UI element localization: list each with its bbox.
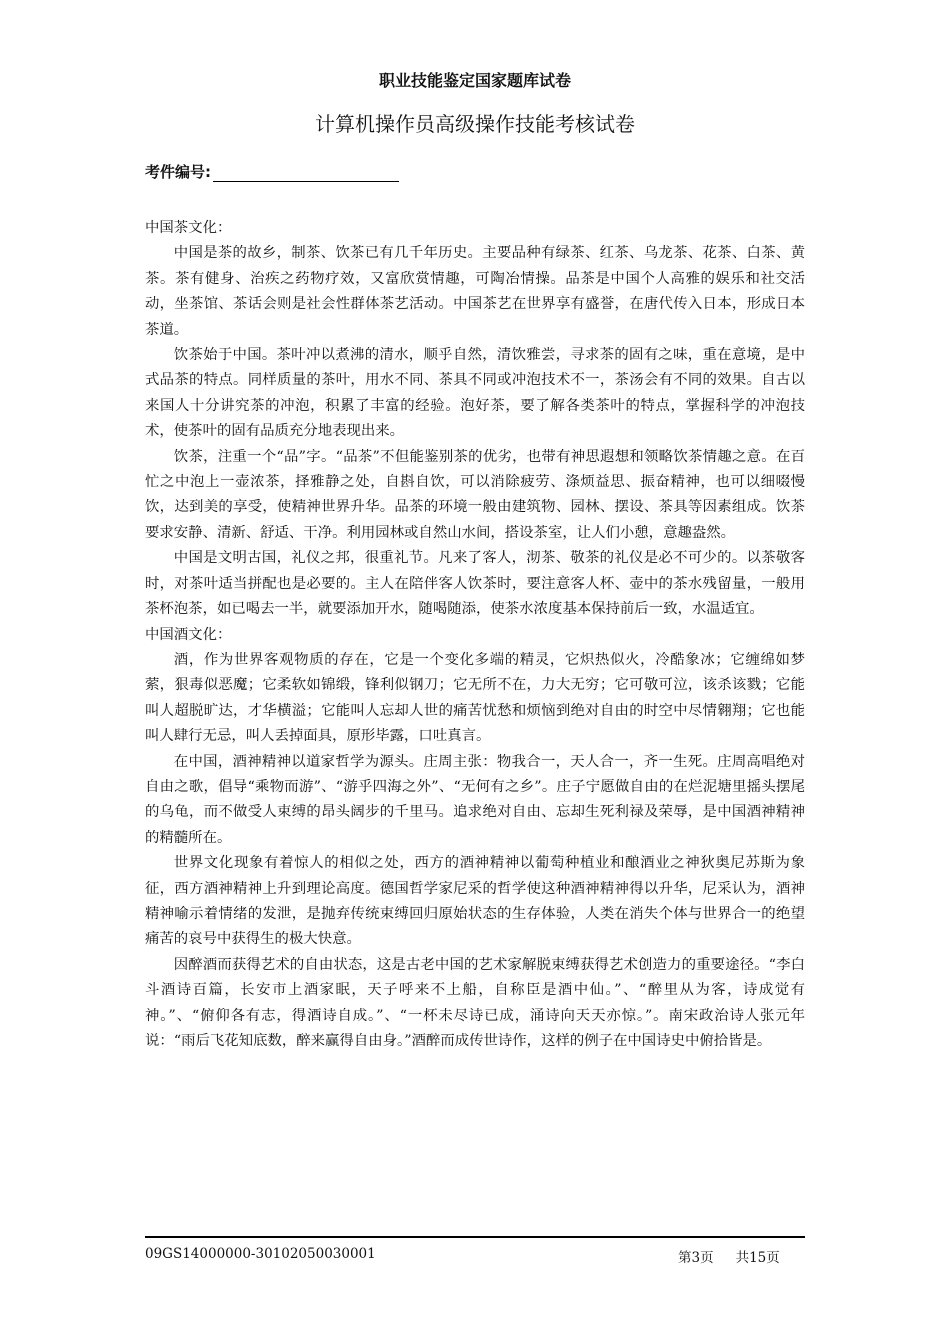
tea-paragraph: 中国是文明古国，礼仪之邦，很重礼节。凡来了客人，沏茶、敬茶的礼仪是必不可少的。以茶敬客时，对茶叶适当拼配也是必要的。主人在陪伴客人饮茶时，要注意客人杯、壶中的茶水残留量，一般用茶杯泡茶，如已喝去一半，就要添加开水，随喝随添，使茶水浓度基本保持前后一致，水温适宜。: [145, 550, 805, 618]
wine-culture-heading: 中国酒文化：: [145, 626, 232, 643]
footer-page-number: 第3页: [678, 1250, 714, 1266]
document-subtitle: 计算机操作员高级操作技能考核试卷: [315, 112, 635, 136]
wine-paragraph: 世界文化现象有着惊人的相似之处，西方的酒神精神以葡萄种植业和酿酒业之神狄奥尼苏斯为象征，西方酒神精神上升到理论高度。德国哲学家尼采的哲学使这种酒神精神得以升华，尼采认为，酒神精神喻示着情绪的发泄，是抛弃传统束缚回归原始状态的生存体验，人类在消失个体与世界合一的绝望痛苦的哀号中获得生的极大快意。: [145, 855, 805, 948]
footer-page-total: 共15页: [735, 1250, 780, 1266]
wine-paragraph: 酒，作为世界客观物质的存在，它是一个变化多端的精灵，它炽热似火，冷酷象冰；它缠绵如梦萦，狠毒似恶魔；它柔软如锦缎，锋利似钢刀；它无所不在，力大无穷；它可敬可泣，该杀该戮；它能叫人超脱旷达，才华横溢；它能叫人忘却人世的痛苦忧愁和烦恼到绝对自由的时空中尽情翱翔；它也能叫人肆行无忌，叫人丢掉面具，原形毕露，口吐真言。: [145, 651, 805, 745]
tea-culture-heading: 中国茶文化：: [145, 220, 232, 236]
tea-paragraph: 中国是茶的故乡，制茶、饮茶已有几千年历史。主要品种有绿茶、红茶、乌龙茶、花茶、白茶、黄茶。茶有健身、治疾之药物疗效，又富欣赏情趣，可陶冶情操。品茶是中国个人高雅的娱乐和社交活动，坐茶馆、茶话会则是社会性群体茶艺活动。中国茶艺在世界享有盛誉，在唐代传入日本，形成日本茶道。: [145, 245, 805, 338]
document-title: 职业技能鉴定国家题库试卷: [378, 71, 571, 90]
exam-id-field: [145, 161, 399, 182]
tea-paragraph: 饮茶，注重一个“品”字。“品茶”不但能鉴别茶的优劣，也带有神思遐想和领略饮茶情趣之意。在百忙之中泡上一壶浓茶，择雅静之处，自斟自饮，可以消除疲劳、涤烦益思、振奋精神，也可以细啜慢饮，达到美的享受，使精神世界升华。品茶的环境一般由建筑物、园林、摆设、茶具等因素组成。饮茶要求安静、清新、舒适、干净。利用园林或自然山水间，搭设茶室，让人们小憩，意趣盎然。: [145, 448, 805, 541]
footer-page-info: [678, 1246, 780, 1266]
document-body: [145, 216, 805, 1054]
footer-document-code: 09GS14000000-30102050030001: [145, 1246, 376, 1262]
wine-paragraph: 因醉酒而获得艺术的自由状态，这是古老中国的艺术家解脱束缚获得艺术创造力的重要途径。“李白斗酒诗百篇，长安市上酒家眠，天子呼来不上船，自称臣是酒中仙。”、“醉里从为客，诗成觉有神。”、“俯仰各有志，得酒诗自成。”、“一杯未尽诗已成，涌诗向天天亦惊。”。南宋政治诗人张元年说：“雨后飞花知底数，醉来赢得自由身。”酒醉而成传世诗作，这样的例子在中国诗史中俯拾皆是。: [145, 956, 805, 1049]
tea-paragraph: 饮茶始于中国。茶叶冲以煮沸的清水，顺乎自然，清饮雅尝，寻求茶的固有之味，重在意境，是中式品茶的特点。同样质量的茶叶，用水不同、茶具不同或冲泡技术不一，茶汤会有不同的效果。自古以来国人十分讲究茶的冲泡，积累了丰富的经验。泡好茶，要了解各类茶叶的特点，掌握科学的冲泡技术，使茶叶的固有品质充分地表现出来。: [145, 347, 805, 440]
exam-id-blank-line: [213, 163, 399, 182]
footer-divider: [145, 1236, 805, 1238]
exam-id-label: 考件编号:: [145, 163, 211, 181]
wine-paragraph: 在中国，酒神精神以道家哲学为源头。庄周主张：物我合一，天人合一，齐一生死。庄周高唱绝对自由之歌，倡导“乘物而游”、“游乎四海之外”、“无何有之乡”。庄子宁愿做自由的在烂泥塘里摇头摆尾的乌龟，而不做受人束缚的昂头阔步的千里马。追求绝对自由、忘却生死利禄及荣辱，是中国酒神精神的精髓所在。: [145, 753, 805, 846]
